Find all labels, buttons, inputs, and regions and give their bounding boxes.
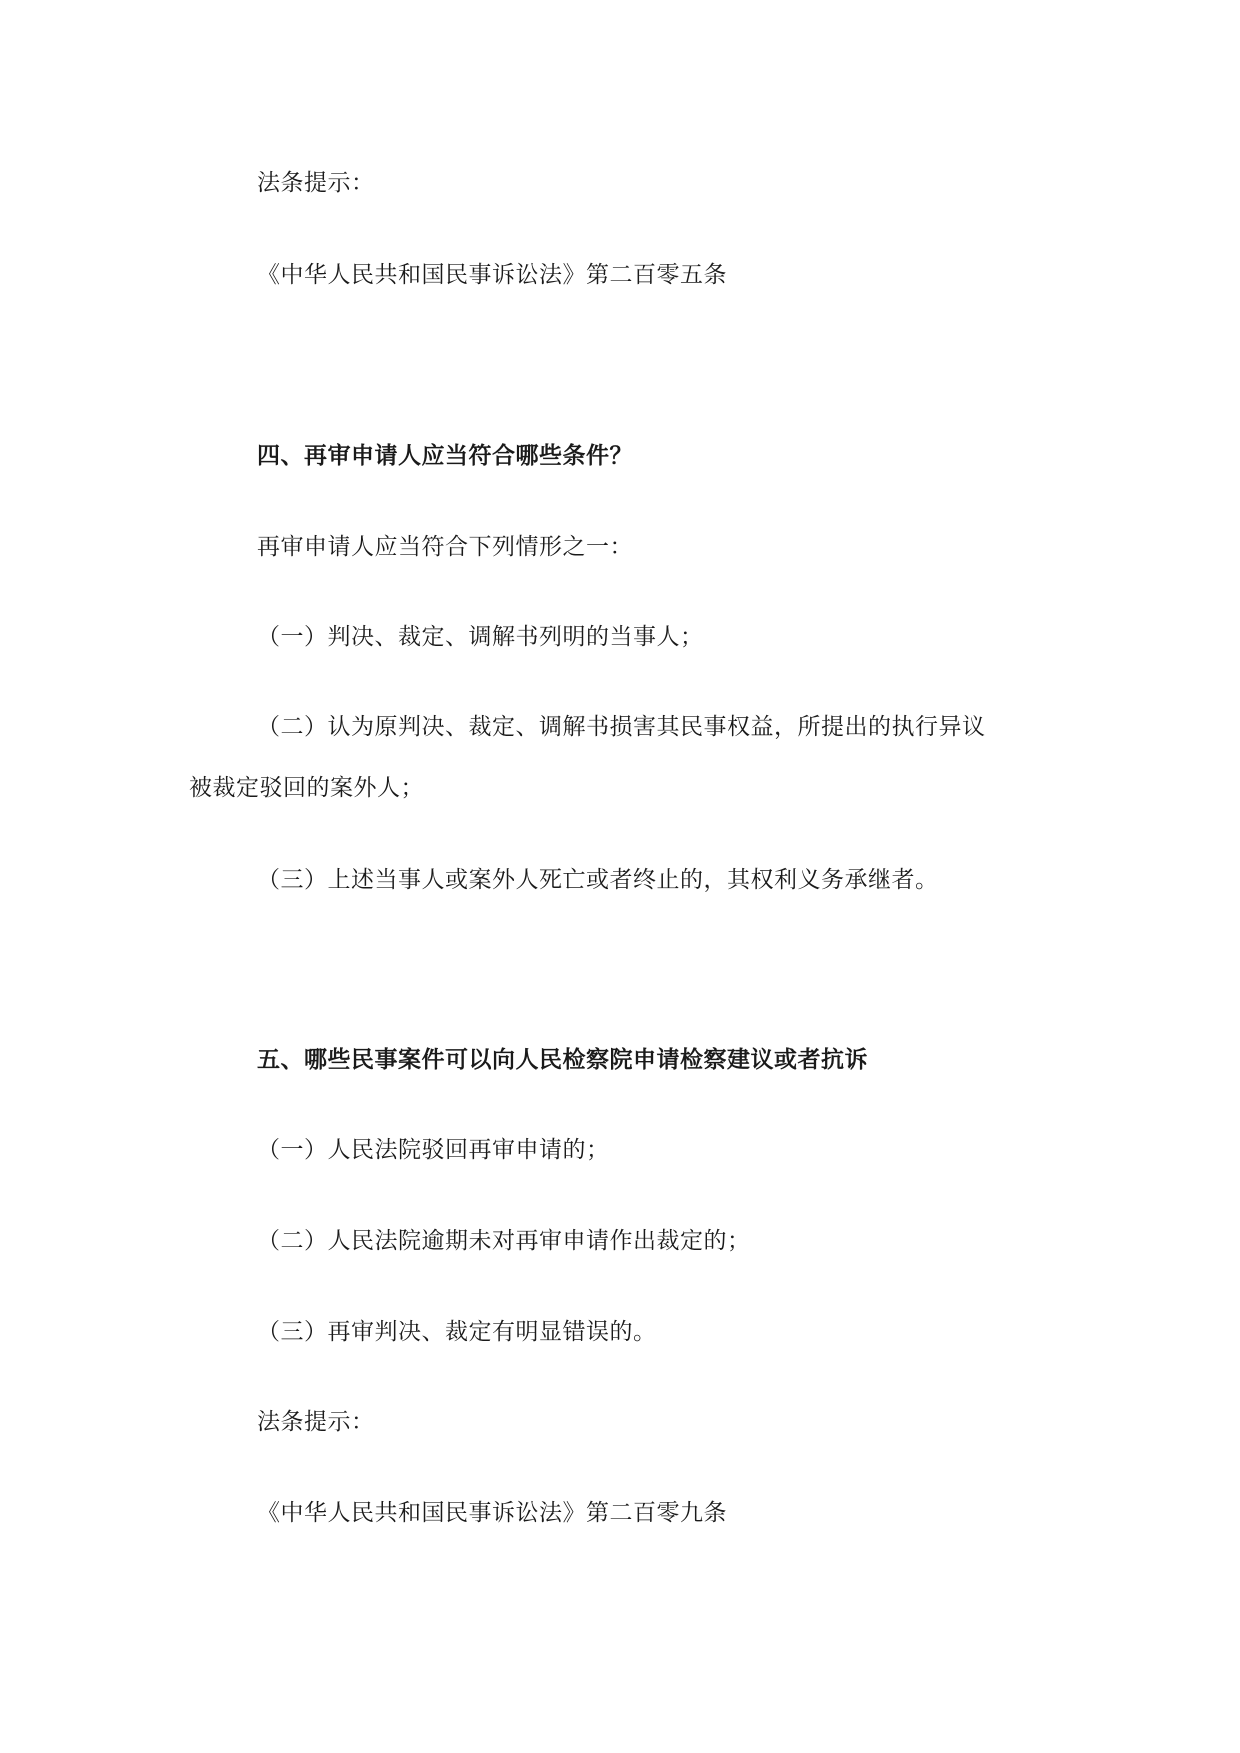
section-heading-five: 五、哪些民事案件可以向人民检察院申请检察建议或者抗诉 — [257, 1046, 868, 1073]
list-item-continuation: 被裁定驳回的案外人； — [189, 775, 424, 801]
paragraph-intro: 再审申请人应当符合下列情形之一： — [257, 534, 633, 560]
list-item: （一）人民法院驳回再审申请的； — [257, 1137, 610, 1163]
list-item: （二）认为原判决、裁定、调解书损害其民事权益，所提出的执行异议 — [257, 714, 986, 740]
law-reference: 《中华人民共和国民事诉讼法》第二百零五条 — [257, 262, 727, 288]
list-item: （三）上述当事人或案外人死亡或者终止的，其权利义务承继者。 — [257, 867, 939, 893]
list-item: （一）判决、裁定、调解书列明的当事人； — [257, 624, 704, 650]
list-item: （三）再审判决、裁定有明显错误的。 — [257, 1319, 657, 1345]
law-hint-label: 法条提示： — [257, 1409, 375, 1435]
list-item: （二）人民法院逾期未对再审申请作出裁定的； — [257, 1228, 751, 1254]
section-heading-four: 四、再审申请人应当符合哪些条件？ — [257, 442, 633, 469]
law-reference: 《中华人民共和国民事诉讼法》第二百零九条 — [257, 1500, 727, 1526]
law-hint-label: 法条提示： — [257, 170, 375, 196]
